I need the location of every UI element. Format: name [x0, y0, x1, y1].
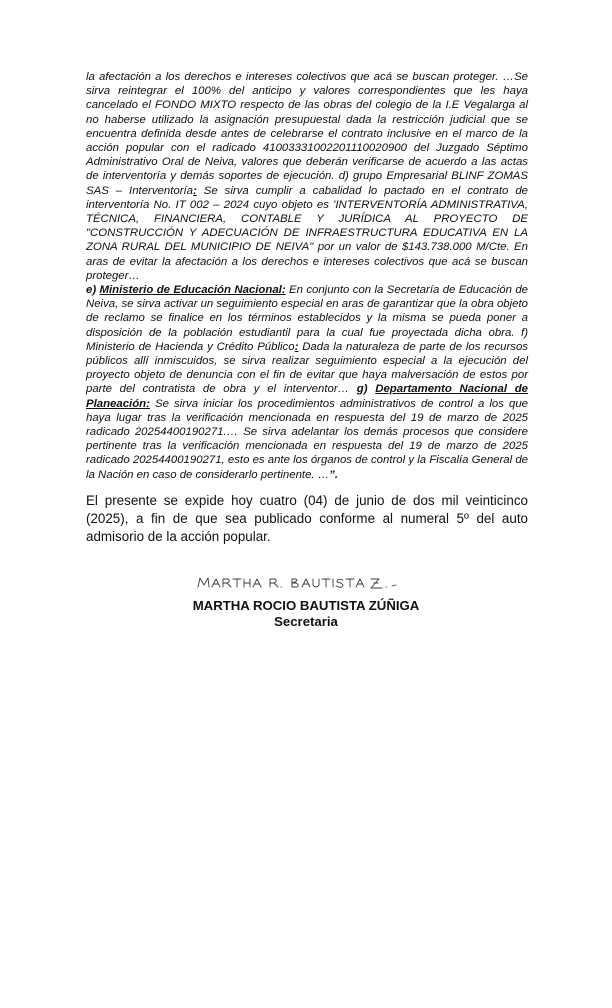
signature-block — [0, 570, 612, 630]
signer-name: MARTHA ROCIO BAUTISTA ZÚÑIGA — [192, 598, 420, 613]
quote-text-1-rest: Se sirva cumplir a cabalidad lo pactado en el contrato de interventoría No. IT 002 – 2024 cuyo objeto es 'INTERVENTORÍA ADMINISTRATIVA, TÉCNICA, FINANCIERA, CONTABLE Y JURÍDICA AL PROYECTO DE "CONSTRUCCIÓN Y ADECUACIÓN DE INFRAESTRUCTURA EDUCATIVA EN LA ZONA RURAL DEL MUNICIPIO DE NEIVA" por un valor de $143.738.000 M/Cte. En aras de evitar la afectación a los derechos e intereses colectivos que acá se buscan proteger… — [86, 184, 528, 282]
quote-paragraph-1 — [86, 70, 528, 283]
colon-underlined-2: : — [294, 340, 299, 353]
issue-statement: El presente se expide hoy cuatro (04) de junio de dos mil veinticinco (2025), a fin de que sea publicado conforme al numeral 5º del auto admisorio de la acción popular. — [86, 493, 528, 544]
colon-underlined: : — [193, 184, 197, 197]
quote-text-1: la afectación a los derechos e intereses colectivos que acá se buscan proteger. …Se sirva reintegrar el 100% del anticipo y valores correspondientes que les haya cancelado el FONDO MIXTO respecto de las obras del colegio de la I.E Vegalarga al no haberse utilizado la asignación presupuestal dada la restricción judicial que se encuentra definida desde antes de celebrarse el contrato inclusive en el marco de la acción popular con el radicado 41003331002201110020900 del Juzgado Séptimo Administrativo Oral de Neiva, valores que deberán verificarse de acuerdo a las actas de interventoría y demás soportes de ejecución. d) grupo Empresarial BLINF ZOMAS SAS – Interventoría — [86, 71, 528, 197]
item-e-label: Ministerio de Educación Nacional: — [99, 284, 286, 297]
item-g-label: Departamento Nacional de Planeación: — [86, 383, 529, 410]
item-g-prefix: g) — [356, 383, 376, 396]
quoted-order-text — [86, 70, 528, 482]
quote-close: ”. — [329, 468, 339, 481]
item-f-text: Dada la naturaleza de parte de los recursos públicos allí inmiscuidos, se sirva realizar seguimiento especial a la ejecución del proyecto objeto de denuncia con el fin de evitar que haya malversación de estos por parte del contratista de obra y el interventor… — [86, 340, 528, 396]
item-e-text: En conjunto con la Secretaría de Educación de Neiva, se sirva activar un seguimiento especial en aras de garantizar que la obra objeto de reclamo se finalice en los términos establecidos y la misma se pueda poner a disposición de la población estudiantil para la cual fue proyectada dicha obra. f) Ministerio de Hacienda y Crédito Público — [86, 284, 528, 353]
item-g-text: Se sirva iniciar los procedimientos administrativos de control a los que haya lugar tras la verificación mencionada en respuesta del 19 de marzo de 2025 radicado 20254400190271.… Se sirva adelantar los demás procesos que considere pertinente tras la verificación mencionada en respuesta del 19 de marzo de 2025 radicado 20254400190271, esto es ante los órganos de control y la Fiscalía General de la Nación en caso de considerarlo pertinente. … — [86, 397, 528, 481]
quote-paragraph-2 — [86, 283, 528, 482]
handwritten-signature — [0, 570, 612, 598]
item-e-prefix: e) — [86, 284, 100, 297]
signer-role: Secretaria — [274, 614, 338, 629]
